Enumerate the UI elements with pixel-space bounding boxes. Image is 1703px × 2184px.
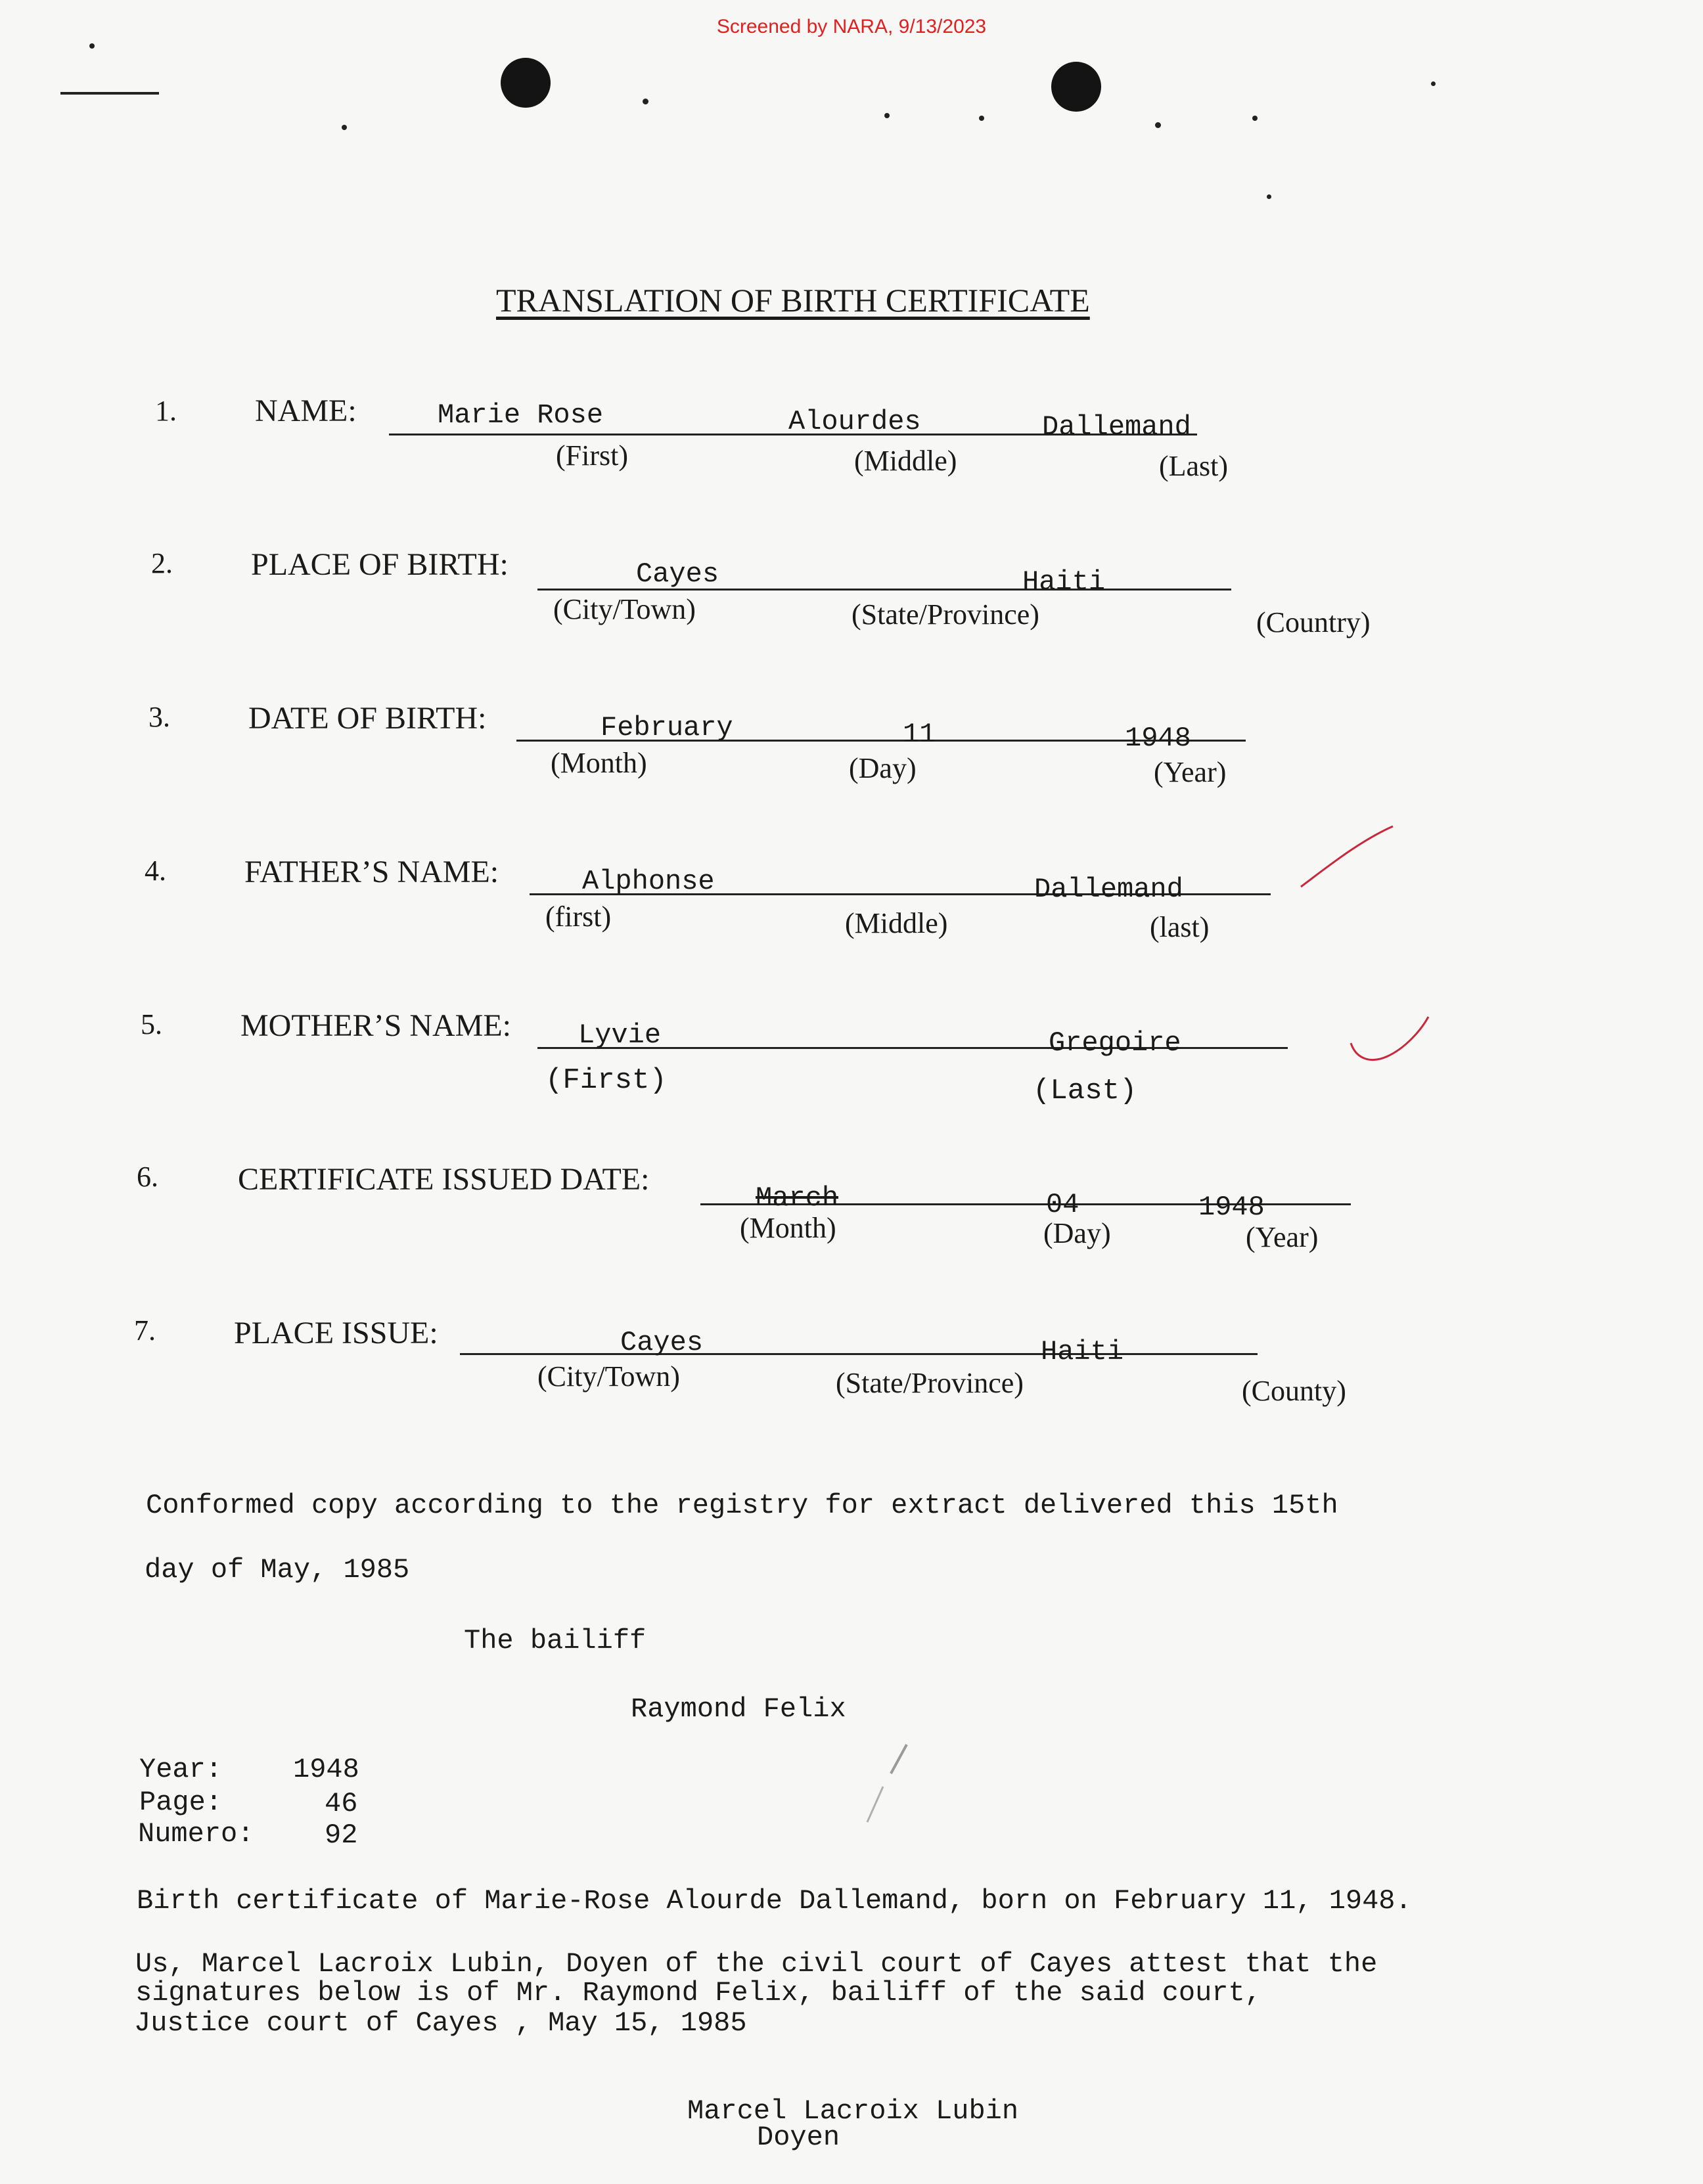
birth-city-caption: (City/Town) [553, 593, 696, 625]
father-last-caption: (last) [1150, 911, 1210, 943]
issue-county-caption: (County) [1242, 1375, 1346, 1407]
field-1-label: NAME: [255, 393, 357, 428]
issued-day-value: 04 [1046, 1189, 1079, 1220]
speck [643, 99, 648, 104]
birth-year-value: 1948 [1125, 723, 1191, 754]
birth-state-value: Haiti [1022, 566, 1106, 598]
mother-first-value: Lyvie [578, 1019, 662, 1051]
bailiff-name: Raymond Felix [631, 1693, 846, 1725]
father-middle-caption: (Middle) [845, 907, 948, 939]
father-first-caption: (first) [545, 901, 612, 933]
edge-mark [60, 92, 159, 95]
mother-last-caption: (Last) [1033, 1075, 1137, 1107]
binder-hole-right [1051, 62, 1101, 112]
field-6-label: CERTIFICATE ISSUED DATE: [238, 1162, 650, 1197]
field-3-number: 3. [148, 701, 170, 733]
field-4-number: 4. [145, 855, 166, 887]
mother-first-caption: (First) [545, 1064, 667, 1097]
field-7-number: 7. [134, 1314, 156, 1347]
field-2-label: PLACE OF BIRTH: [251, 547, 509, 582]
registry-numero-label: Numero: [138, 1818, 254, 1850]
birth-country-caption: (Country) [1256, 606, 1371, 638]
field-7-underline [460, 1353, 1258, 1355]
name-first-value: Marie Rose [438, 399, 604, 431]
checkmark-icon [1294, 821, 1399, 893]
attestation-line-2: signatures below is of Mr. Raymond Felix, bailiff of the said court, [135, 1977, 1261, 2009]
speck [342, 125, 347, 130]
father-last-value: Dallemand [1034, 874, 1183, 905]
name-last-caption: (Last) [1159, 450, 1229, 482]
conformed-line-1: Conformed copy according to the registry for extract delivered this 15th [146, 1490, 1338, 1521]
name-first-caption: (First) [556, 439, 628, 472]
field-4-label: FATHER’S NAME: [244, 855, 499, 889]
issued-day-caption: (Day) [1043, 1217, 1111, 1249]
speck [89, 43, 95, 49]
registry-year-label: Year: [139, 1754, 223, 1785]
name-middle-caption: (Middle) [854, 445, 957, 477]
birth-year-caption: (Year) [1154, 756, 1227, 788]
birth-day-value: 11 [903, 719, 936, 750]
speck [1431, 81, 1436, 86]
bailiff-title: The bailiff [464, 1625, 647, 1657]
attestation-line-3: Justice court of Cayes , May 15, 1985 [134, 2007, 747, 2039]
registry-page-value: 46 [325, 1788, 358, 1819]
registry-page-label: Page: [139, 1787, 223, 1818]
field-5-label: MOTHER’S NAME: [240, 1008, 512, 1043]
pencil-mark [854, 1741, 913, 1826]
issue-city-caption: (City/Town) [537, 1360, 680, 1393]
field-7-label: PLACE ISSUE: [234, 1316, 438, 1350]
registry-numero-value: 92 [325, 1819, 358, 1851]
issue-state-value: Haiti [1041, 1336, 1124, 1368]
binder-hole-left [501, 58, 551, 108]
conformed-line-2: day of May, 1985 [145, 1554, 410, 1586]
speck [1155, 122, 1161, 128]
birth-state-caption: (State/Province) [851, 598, 1039, 631]
birth-city-value: Cayes [636, 558, 719, 590]
signature-title: Doyen [757, 2122, 840, 2153]
field-1-number: 1. [155, 395, 177, 427]
issued-month-value: March [756, 1182, 839, 1214]
field-5-number: 5. [141, 1008, 162, 1040]
speck [1267, 194, 1271, 199]
issued-month-caption: (Month) [740, 1212, 836, 1244]
nara-screening-stamp: Screened by NARA, 9/13/2023 [716, 16, 987, 37]
document-title: TRANSLATION OF BIRTH CERTIFICATE [496, 282, 1090, 319]
field-2-number: 2. [151, 547, 173, 579]
name-middle-value: Alourdes [788, 406, 921, 437]
field-6-number: 6. [137, 1161, 158, 1193]
issued-year-caption: (Year) [1246, 1221, 1319, 1253]
speck [979, 116, 984, 121]
attestation-line-1: Us, Marcel Lacroix Lubin, Doyen of the civil court of Cayes attest that the [135, 1948, 1378, 1980]
speck [1252, 116, 1258, 121]
birth-day-caption: (Day) [849, 752, 917, 784]
issue-city-value: Cayes [620, 1327, 704, 1358]
checkmark-icon [1347, 1012, 1432, 1077]
mother-last-value: Gregoire [1049, 1027, 1181, 1059]
issue-state-caption: (State/Province) [836, 1367, 1024, 1399]
registry-year-value: 1948 [293, 1754, 359, 1785]
name-last-value: Dallemand [1042, 411, 1191, 443]
certificate-summary: Birth certificate of Marie-Rose Alourde Dallemand, born on February 11, 1948. [137, 1885, 1412, 1917]
birth-month-value: February [601, 712, 733, 744]
signature-name: Marcel Lacroix Lubin [687, 2095, 1019, 2127]
birth-month-caption: (Month) [551, 747, 647, 779]
issued-year-value: 1948 [1198, 1192, 1265, 1223]
field-3-label: DATE OF BIRTH: [248, 701, 487, 736]
speck [884, 113, 890, 118]
father-first-value: Alphonse [582, 866, 715, 897]
